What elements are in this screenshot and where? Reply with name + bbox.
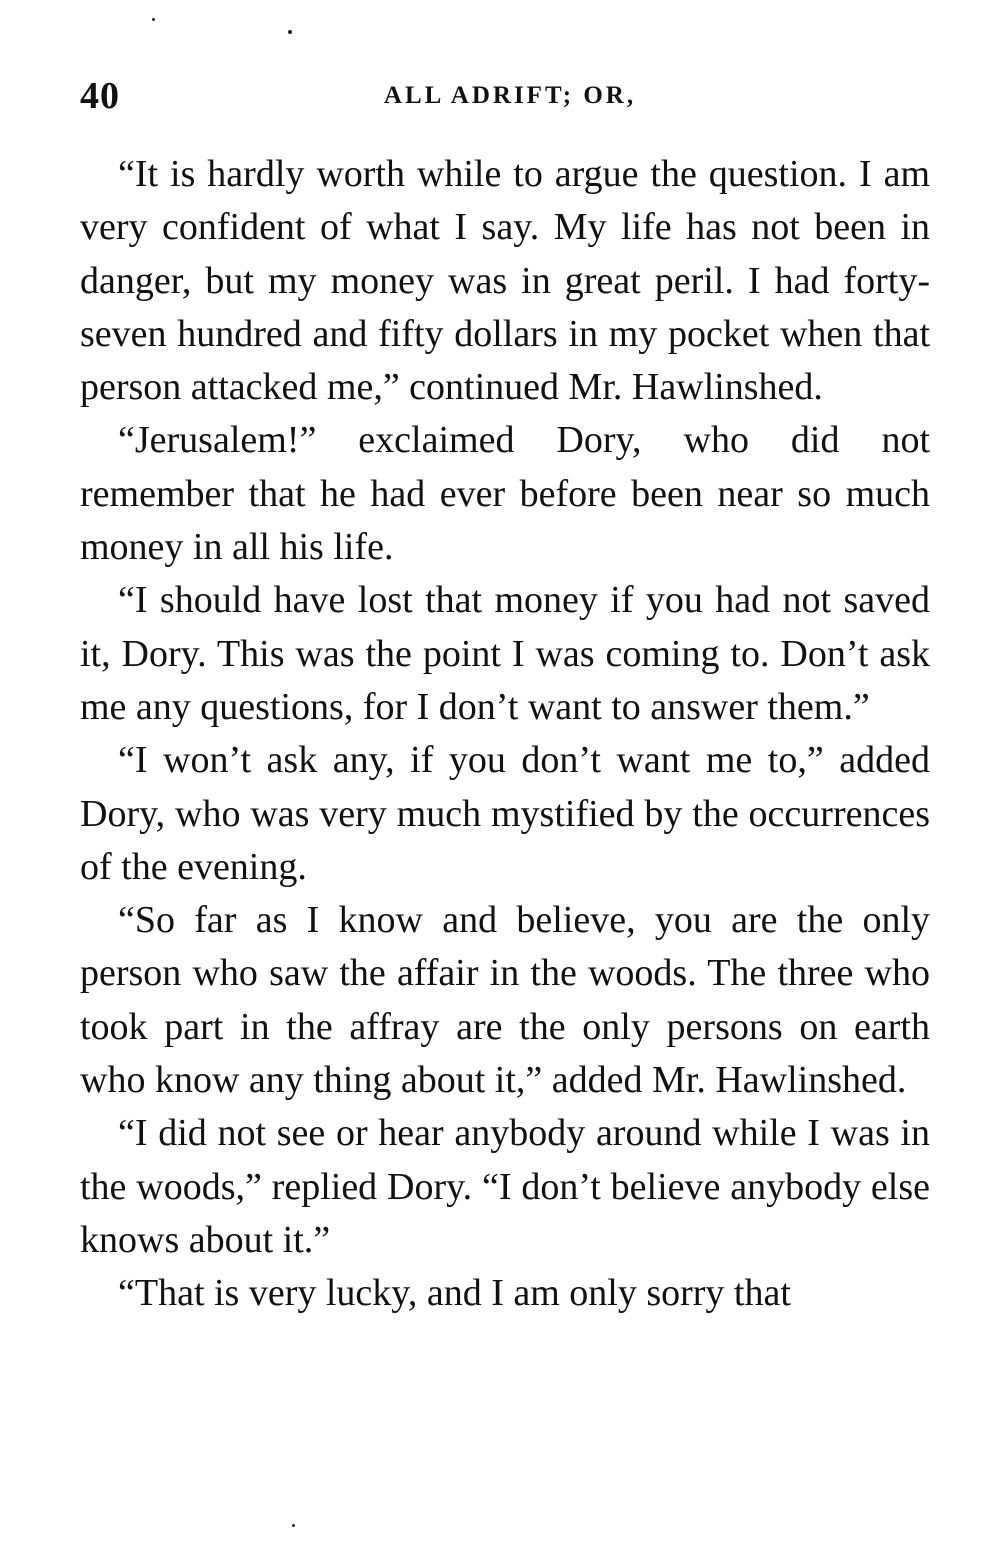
paragraph: “I won’t ask any, if you don’t want me to,” added Dory, who was very much mystified by the occurrences of the evening. bbox=[80, 739, 930, 888]
paragraph: “I should have lost that money if you had not saved it, Dory. This was the point I was coming to. Don’t ask me any questions, for I don’t want to answer them.” bbox=[80, 579, 930, 728]
page-number: 40 bbox=[80, 75, 120, 117]
paragraph: “That is very lucky, and I am only sorry that bbox=[118, 1272, 791, 1315]
running-head: ALL ADRIFT; OR, bbox=[383, 82, 637, 109]
ink-speck bbox=[288, 30, 292, 34]
ink-speck bbox=[152, 18, 155, 21]
ink-speck bbox=[292, 1524, 295, 1527]
paragraph: “It is hardly worth while to argue the question. I am very confident of what I say. My life has not been in danger, but my money was in great peril. I had forty-seven hundred and fifty dollars in my pocket when that person attacked me,” continued Mr. Hawlinshed. bbox=[80, 153, 930, 409]
paragraph: “Jerusalem!” exclaimed Dory, who did not remember that he had ever before been near so much money in all his life. bbox=[80, 419, 930, 569]
page-header bbox=[80, 74, 930, 118]
paragraph: “I did not see or hear anybody around while I was in the woods,” replied Dory. “I don’t believe anybody else knows about it.” bbox=[80, 1112, 930, 1261]
body-text bbox=[80, 148, 930, 1321]
paragraph: “So far as I know and believe, you are the only person who saw the affair in the woods. The three who took part in the affray are the only persons on earth who know any thing about it,” added Mr. Hawlinshed. bbox=[80, 899, 930, 1102]
